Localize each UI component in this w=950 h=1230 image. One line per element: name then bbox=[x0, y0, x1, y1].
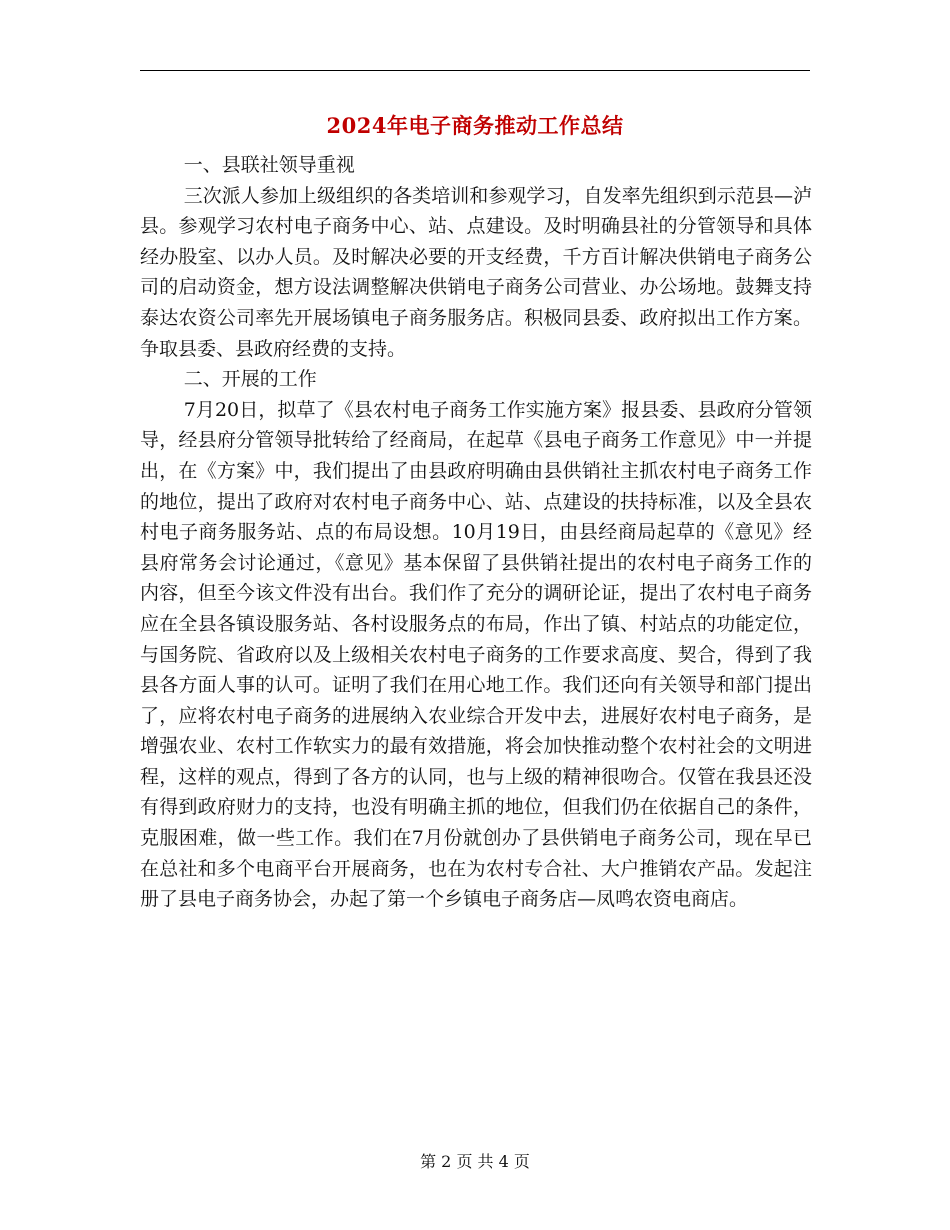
page-number-footer: 第 2 页 共 4 页 bbox=[420, 1152, 530, 1171]
header-rule bbox=[140, 70, 810, 71]
section-heading-1: 一、县联社领导重视 bbox=[183, 154, 355, 176]
document-body bbox=[140, 150, 812, 915]
body-paragraph-2: 7月20日，拟草了《县农村电子商务工作实施方案》报县委、县政府分管领导，经县府分管领导批转给了经商局，在起草《县电子商务工作意见》中一并提出，在《方案》中，我们提出了由县政府明确由县供销社主抓农村电子商务工作的地位，提出了政府对农村电子商务中心、站、点建设的扶持标准，以及全县农村电子商务服务站、点的布局设想。10月19日，由县经商局起草的《意见》经县府常务会讨论通过，《意见》基本保留了县供销社提出的农村电子商务工作的内容，但至今该文件没有出台。我们作了充分的调研论证，提出了农村电子商务应在全县各镇设服务站、各村设服务点的布局，作出了镇、村站点的功能定位，与国务院、省政府以及上级相关农村电子商务的工作要求高度、契合，得到了我县各方面人事的认可。证明了我们在用心地工作。我们还向有关领导和部门提出了，应将农村电子商务的进展纳入农业综合开发中去，进展好农村电子商务，是增强农业、农村工作软实力的最有效措施，将会加快推动整个农村社会的文明进程，这样的观点，得到了各方的认同，也与上级的精神很吻合。仅管在我县还没有得到政府财力的支持，也没有明确主抓的地位，但我们仍在依据自己的条件，克服困难，做一些工作。我们在7月份就创办了县供销电子商务公司，现在早已在总社和多个电商平台开展商务，也在为农村专合社、大户推销农产品。发起注册了县电子商务协会，办起了第一个乡镇电子商务店—凤鸣农资电商店。 bbox=[140, 398, 812, 911]
body-paragraph-1: 三次派人参加上级组织的各类培训和参观学习，自发率先组织到示范县—泸县。参观学习农村电子商务中心、站、点建设。及时明确县社的分管领导和具体经办股室、以办人员。及时解决必要的开支经费，千方百计解决供销电子商务公司的启动资金，想方设法调整解决供销电子商务公司营业、办公场地。鼓舞支持泰达农资公司率先开展场镇电子商务服务店。积极同县委、政府拟出工作方案。争取县委、县政府经费的支持。 bbox=[140, 184, 812, 360]
document-title: 2024年电子商务推动工作总结 bbox=[326, 113, 624, 138]
section-heading-2: 二、开展的工作 bbox=[183, 368, 317, 391]
